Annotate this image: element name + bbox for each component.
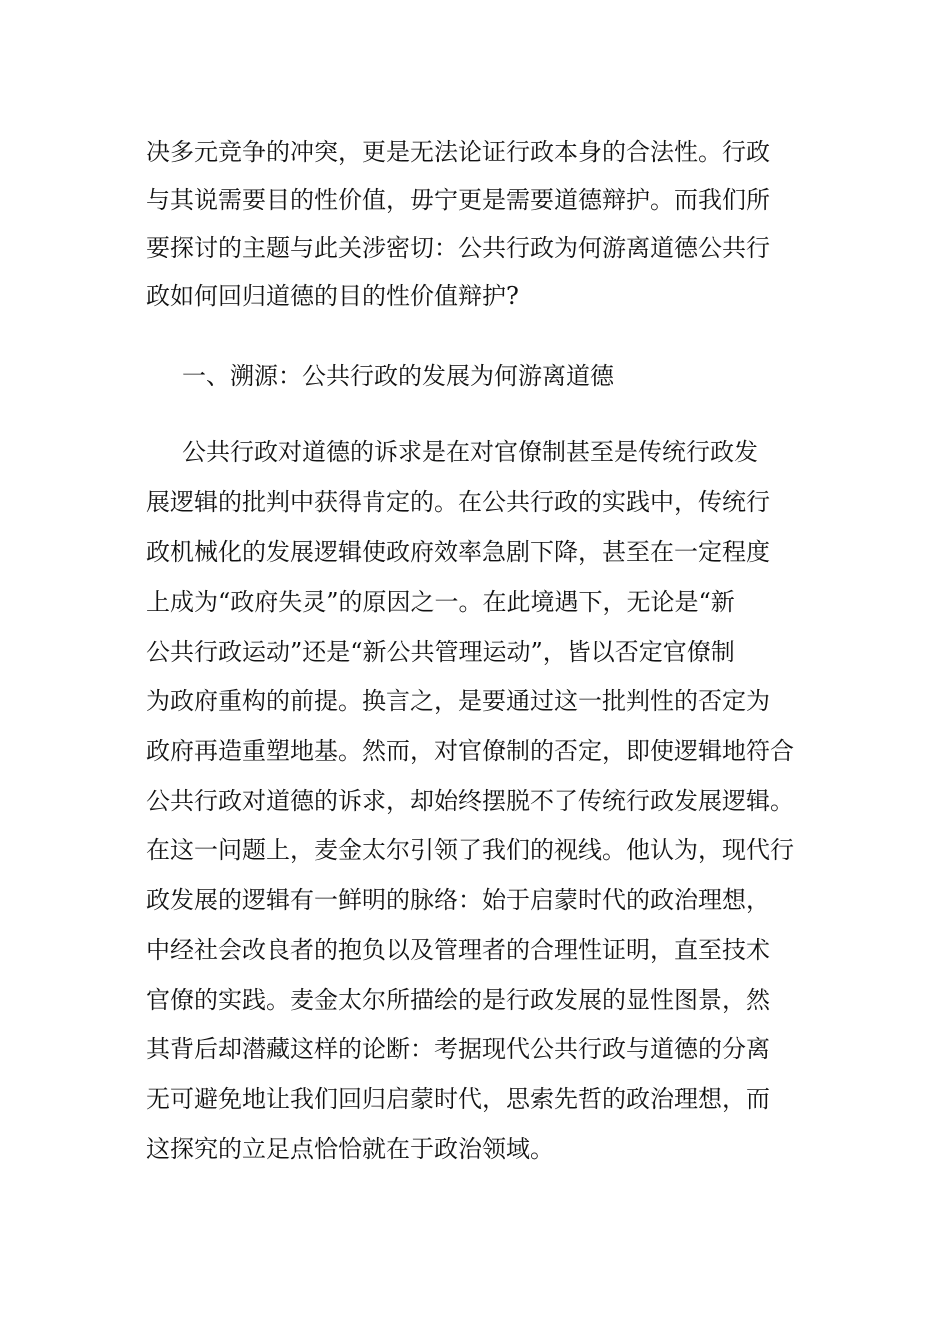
paragraph-line: 政如何回归道德的目的性价值辩护? bbox=[146, 282, 519, 310]
paragraph-line: 政发展的逻辑有一鲜明的脉络：始于启蒙时代的政治理想， bbox=[146, 886, 770, 914]
paragraph-line: 公共行政对道德的诉求，却始终摆脱不了传统行政发展逻辑。 bbox=[146, 787, 794, 815]
paragraph-line: 展逻辑的批判中获得肯定的。在公共行政的实践中，传统行 bbox=[146, 488, 770, 516]
paragraph-line: 决多元竞争的冲突，更是无法论证行政本身的合法性。行政 bbox=[146, 138, 770, 166]
paragraph-line: 政机械化的发展逻辑使政府效率急剧下降，甚至在一定程度 bbox=[146, 538, 770, 566]
paragraph-line: 其背后却潜藏这样的论断：考据现代公共行政与道德的分离 bbox=[146, 1035, 770, 1063]
paragraph-line: 政府再造重塑地基。然而，对官僚制的否定，即使逻辑地符合 bbox=[146, 737, 794, 765]
paragraph-line: 要探讨的主题与此关涉密切：公共行政为何游离道德公共行 bbox=[146, 234, 770, 262]
paragraph-line: 无可避免地让我们回归启蒙时代，思索先哲的政治理想，而 bbox=[146, 1085, 770, 1113]
paragraph-line: 公共行政对道德的诉求是在对官僚制甚至是传统行政发 bbox=[182, 438, 758, 466]
paragraph-line: 公共行政运动”还是“新公共管理运动”，皆以否定官僚制 bbox=[146, 638, 735, 666]
paragraph-line: 为政府重构的前提。换言之，是要通过这一批判性的否定为 bbox=[146, 687, 770, 715]
paragraph-line: 官僚的实践。麦金太尔所描绘的是行政发展的显性图景，然 bbox=[146, 986, 770, 1014]
paragraph-line: 这探究的立足点恰恰就在于政治领域。 bbox=[146, 1135, 554, 1163]
paragraph-line: 在这一问题上，麦金太尔引领了我们的视线。他认为，现代行 bbox=[146, 836, 794, 864]
paragraph-line: 中经社会改良者的抱负以及管理者的合理性证明，直至技术 bbox=[146, 936, 770, 964]
section-heading: 一、溯源：公共行政的发展为何游离道德 bbox=[182, 362, 614, 390]
paragraph-line: 与其说需要目的性价值，毋宁更是需要道德辩护。而我们所 bbox=[146, 186, 770, 214]
paragraph-line: 上成为“政府失灵”的原因之一。在此境遇下，无论是“新 bbox=[146, 588, 735, 616]
